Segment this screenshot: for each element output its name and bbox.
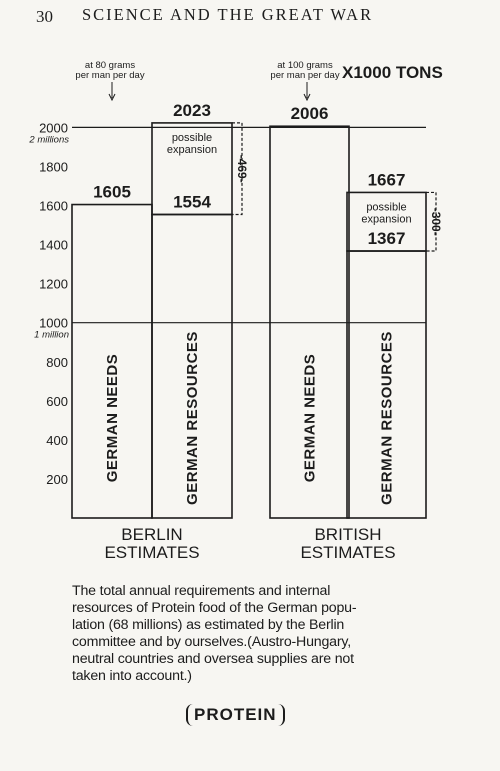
- bar-category-label: GERMAN NEEDS: [104, 353, 121, 483]
- caption: [72, 583, 432, 685]
- y-tick-label: 2000: [39, 120, 68, 136]
- caption-line: The total annual requirements and internal: [72, 583, 331, 599]
- running-head: SCIENCE AND THE GREAT WAR: [82, 5, 374, 24]
- group-label: ESTIMATES: [300, 543, 396, 562]
- group-label: BRITISH: [314, 525, 382, 544]
- bar-value-label: 1367: [367, 229, 406, 249]
- expanded-value-label: 2023: [173, 100, 211, 120]
- bar-category-label: GERMAN NEEDS: [301, 353, 319, 483]
- y-tick-note: 2 millions: [29, 134, 69, 146]
- y-tick-label: 800: [46, 354, 68, 370]
- y-tick-label: 1600: [39, 198, 68, 214]
- caption-line: neutral countries and oversea supplies are not: [72, 651, 354, 667]
- expansion-text: expansion: [361, 213, 412, 226]
- difference-label: -300-: [429, 207, 443, 236]
- y-tick-label: 1800: [39, 159, 68, 175]
- y-tick-note: 1 million: [34, 329, 69, 341]
- group-note: at 80 grams: [84, 60, 136, 71]
- group-label: BERLIN: [121, 525, 183, 544]
- caption-line: resources of Protein food of the German popu-: [72, 600, 357, 616]
- group-note: per man per day: [75, 70, 145, 81]
- bar-value-label: 1605: [93, 182, 131, 202]
- bar-category-label: GERMAN RESOURCES: [184, 331, 201, 505]
- expanded-value-label: 1667: [367, 170, 406, 190]
- caption-line: taken into account.): [72, 668, 192, 684]
- expansion-text: possible: [366, 201, 407, 214]
- y-tick-label: 1400: [39, 237, 68, 253]
- y-tick-label: 1200: [39, 276, 68, 292]
- protein-tag: PROTEIN: [186, 704, 285, 726]
- bar-value-label: 1554: [173, 192, 211, 212]
- y-tick-label: 600: [46, 393, 68, 409]
- expansion-text: expansion: [166, 143, 218, 156]
- y-tick-label: 400: [46, 432, 68, 448]
- group-label: ESTIMATES: [104, 543, 200, 562]
- y-tick-label: 200: [46, 471, 68, 487]
- group-note: at 100 grams: [277, 60, 333, 71]
- expansion-text: possible: [171, 131, 213, 144]
- page-number: 30: [36, 7, 53, 26]
- unit-label: X1000 TONS: [342, 63, 443, 82]
- bar-category-label: GERMAN RESOURCES: [378, 331, 396, 505]
- difference-label: -469-: [235, 154, 249, 183]
- y-tick-label: 1000: [39, 315, 68, 331]
- caption-line: committee and by ourselves.(Austro-Hungary,: [72, 634, 351, 650]
- caption-line: lation (68 millions) as estimated by the Berlin: [72, 617, 345, 633]
- bar-value-label: 2006: [290, 104, 329, 124]
- group-note: per man per day: [270, 70, 340, 81]
